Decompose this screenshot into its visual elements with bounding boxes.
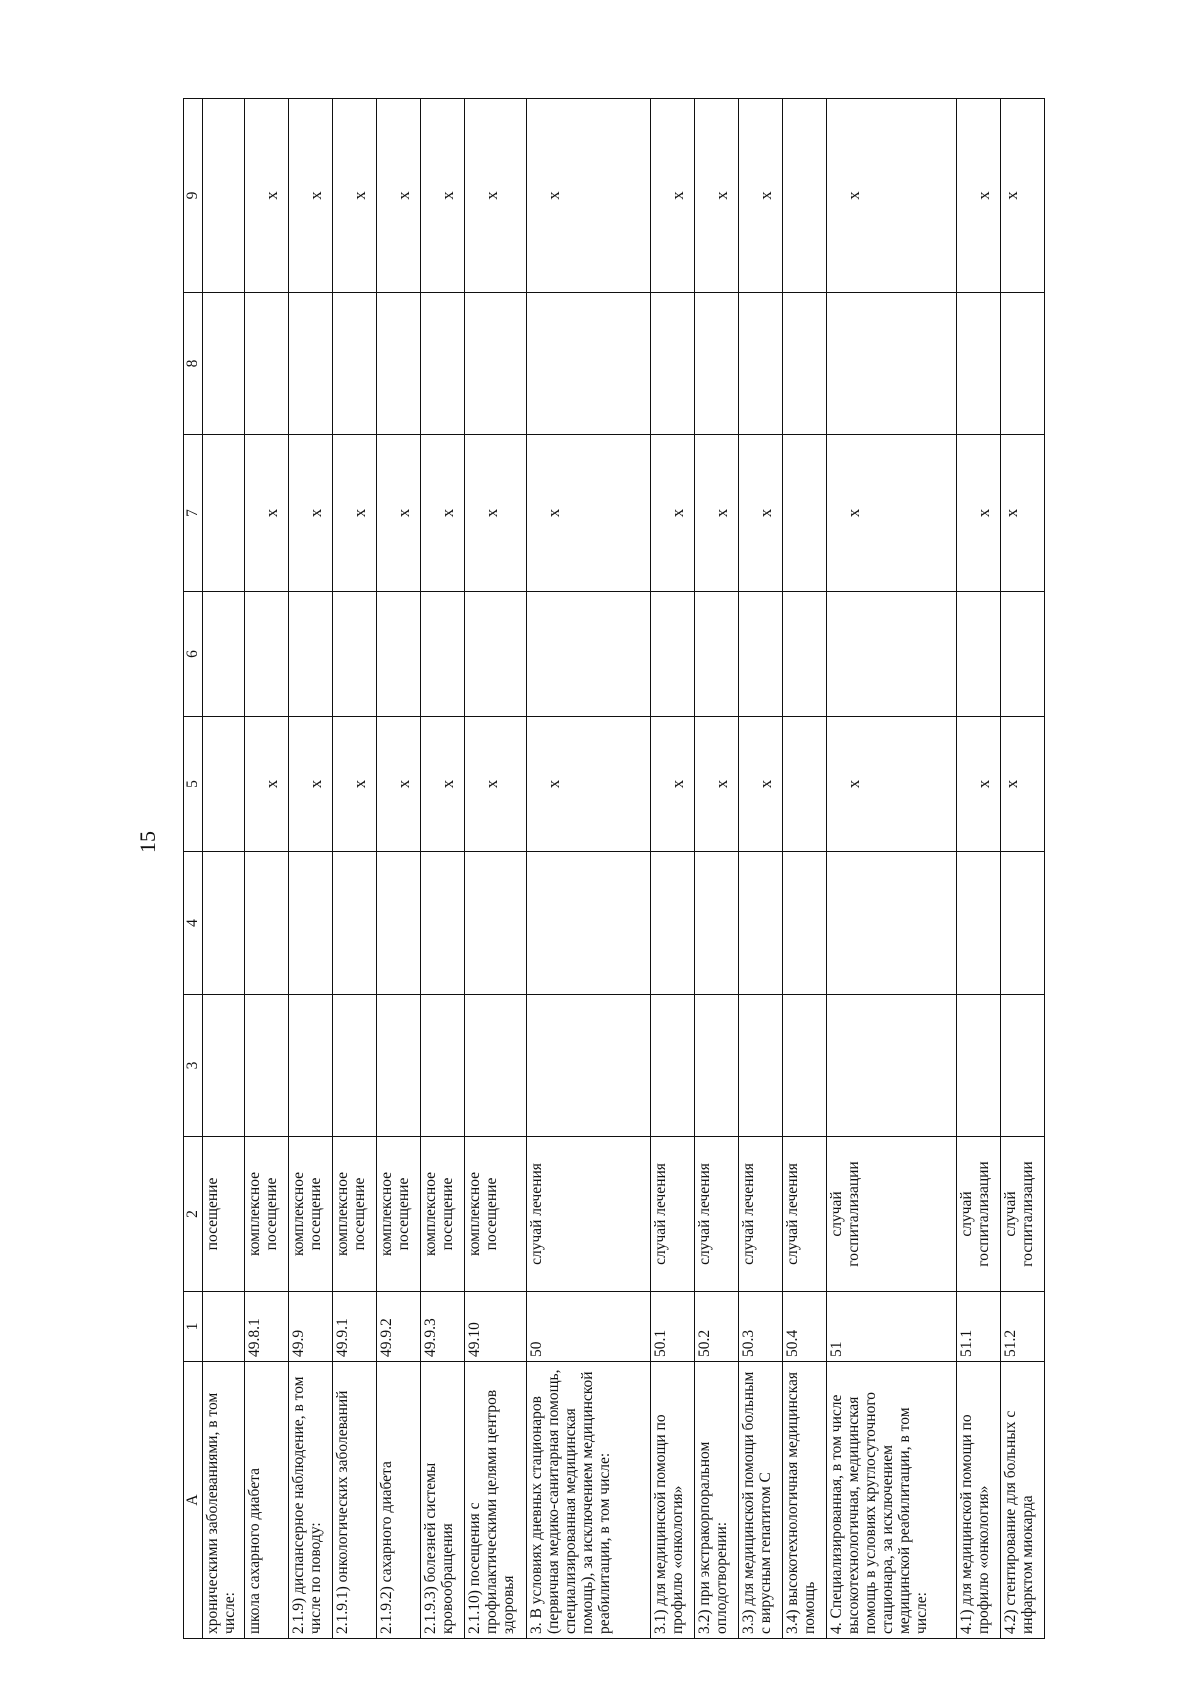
value-cell: х	[651, 717, 695, 852]
value-cell: х	[695, 435, 739, 592]
empty-cell	[333, 592, 377, 717]
value-cell	[203, 717, 245, 852]
value-cell: х	[739, 717, 783, 852]
empty-cell	[465, 293, 527, 435]
unit-cell: случай госпитализации	[957, 1137, 1001, 1292]
value-cell: х	[1001, 435, 1045, 592]
empty-cell	[465, 995, 527, 1137]
table-row	[203, 99, 245, 1639]
empty-cell	[377, 592, 421, 717]
column-header: 6	[184, 592, 203, 717]
column-header: 2	[184, 1137, 203, 1292]
row-number: 49.9.3	[421, 1292, 465, 1362]
value-cell: х	[527, 717, 651, 852]
unit-cell: случай лечения	[527, 1137, 651, 1292]
value-cell: х	[957, 435, 1001, 592]
unit-cell: случай лечения	[695, 1137, 739, 1292]
value-cell: х	[695, 99, 739, 293]
row-label: 4. Специализированная, в том числе высокотехнологичная, медицинская помощь в условиях круглосуточного стационара, за исключением медицинской реабилитации, в том числе:	[827, 1362, 957, 1639]
value-cell: х	[827, 99, 957, 293]
row-label: 4.2) стентирование для больных с инфарктом миокарда	[1001, 1362, 1045, 1639]
empty-cell	[1001, 293, 1045, 435]
row-label: 2.1.10) посещения с профилактическими целями центров здоровья	[465, 1362, 527, 1639]
unit-cell: комплексное посещение	[289, 1137, 333, 1292]
row-number: 50.2	[695, 1292, 739, 1362]
column-header: 8	[184, 293, 203, 435]
value-cell: х	[1001, 99, 1045, 293]
empty-cell	[421, 995, 465, 1137]
table-row	[1001, 99, 1045, 1639]
page-number: 15	[135, 831, 160, 853]
empty-cell	[465, 592, 527, 717]
empty-cell	[651, 995, 695, 1137]
value-cell: х	[1001, 717, 1045, 852]
table-row	[827, 99, 957, 1639]
value-cell: х	[651, 435, 695, 592]
empty-cell	[527, 293, 651, 435]
empty-cell	[695, 592, 739, 717]
empty-cell	[739, 293, 783, 435]
column-header: 3	[184, 995, 203, 1137]
row-label: 2.1.9) диспансерное наблюдение, в том числе по поводу:	[289, 1362, 333, 1639]
value-cell: х	[377, 717, 421, 852]
value-cell: х	[421, 717, 465, 852]
unit-cell: комплексное посещение	[333, 1137, 377, 1292]
row-number: 50.1	[651, 1292, 695, 1362]
column-header: 1	[184, 1292, 203, 1362]
value-cell	[783, 99, 827, 293]
value-cell: х	[333, 435, 377, 592]
empty-cell	[465, 852, 527, 995]
table-row	[783, 99, 827, 1639]
value-cell: х	[957, 99, 1001, 293]
value-cell: х	[245, 435, 289, 592]
column-header: 9	[184, 99, 203, 293]
empty-cell	[1001, 995, 1045, 1137]
unit-cell: случай госпитализации	[1001, 1137, 1045, 1292]
value-cell: х	[957, 717, 1001, 852]
unit-cell: посещение	[203, 1137, 245, 1292]
empty-cell	[827, 995, 957, 1137]
row-number: 50	[527, 1292, 651, 1362]
empty-cell	[333, 852, 377, 995]
empty-cell	[651, 852, 695, 995]
empty-cell	[957, 852, 1001, 995]
empty-cell	[245, 852, 289, 995]
empty-cell	[203, 293, 245, 435]
value-cell: х	[333, 99, 377, 293]
empty-cell	[421, 293, 465, 435]
value-cell: х	[465, 717, 527, 852]
table-row	[245, 99, 289, 1639]
empty-cell	[245, 995, 289, 1137]
rotated-table-container	[183, 99, 1083, 1639]
empty-cell	[651, 592, 695, 717]
value-cell: х	[289, 435, 333, 592]
row-label: хроническими заболеваниями, в том числе:	[203, 1362, 245, 1639]
empty-cell	[827, 293, 957, 435]
empty-cell	[377, 293, 421, 435]
table-row	[377, 99, 421, 1639]
column-header: 7	[184, 435, 203, 592]
header-row	[184, 99, 203, 1639]
table-row	[695, 99, 739, 1639]
row-label: 3.1) для медицинской помощи по профилю «онкология»	[651, 1362, 695, 1639]
empty-cell	[651, 293, 695, 435]
value-cell: х	[827, 717, 957, 852]
empty-cell	[695, 293, 739, 435]
unit-cell: комплексное посещение	[377, 1137, 421, 1292]
value-cell: х	[289, 717, 333, 852]
empty-cell	[203, 592, 245, 717]
value-cell	[783, 435, 827, 592]
table-row	[333, 99, 377, 1639]
empty-cell	[739, 592, 783, 717]
table-row	[289, 99, 333, 1639]
value-cell: х	[245, 717, 289, 852]
empty-cell	[739, 852, 783, 995]
value-cell: х	[651, 99, 695, 293]
empty-cell	[957, 293, 1001, 435]
row-label: 2.1.9.1) онкологических заболеваний	[333, 1362, 377, 1639]
table-row	[957, 99, 1001, 1639]
row-label: 3.4) высокотехнологичная медицинская помощь	[783, 1362, 827, 1639]
row-number: 49.8.1	[245, 1292, 289, 1362]
value-cell: х	[421, 435, 465, 592]
value-cell: х	[245, 99, 289, 293]
row-number: 51.2	[1001, 1292, 1045, 1362]
value-cell: х	[527, 435, 651, 592]
empty-cell	[289, 293, 333, 435]
empty-cell	[783, 852, 827, 995]
value-cell: х	[377, 99, 421, 293]
value-cell: х	[527, 99, 651, 293]
row-label: 3.3) для медицинской помощи больным с вирусным гепатитом С	[739, 1362, 783, 1639]
empty-cell	[333, 293, 377, 435]
value-cell: х	[289, 99, 333, 293]
value-cell: х	[421, 99, 465, 293]
row-label: школа сахарного диабета	[245, 1362, 289, 1639]
column-header: A	[184, 1362, 203, 1639]
empty-cell	[203, 995, 245, 1137]
empty-cell	[245, 293, 289, 435]
unit-cell: комплексное посещение	[245, 1137, 289, 1292]
value-cell: х	[465, 99, 527, 293]
empty-cell	[827, 592, 957, 717]
row-number: 49.9.1	[333, 1292, 377, 1362]
empty-cell	[289, 995, 333, 1137]
table-row	[739, 99, 783, 1639]
unit-cell: случай лечения	[651, 1137, 695, 1292]
empty-cell	[527, 995, 651, 1137]
empty-cell	[527, 592, 651, 717]
empty-cell	[245, 592, 289, 717]
empty-cell	[1001, 852, 1045, 995]
row-label: 2.1.9.3) болезней системы кровообращения	[421, 1362, 465, 1639]
table-row	[465, 99, 527, 1639]
empty-cell	[695, 852, 739, 995]
row-number	[203, 1292, 245, 1362]
value-cell: х	[739, 99, 783, 293]
empty-cell	[739, 995, 783, 1137]
row-label: 4.1) для медицинской помощи по профилю «онкология»	[957, 1362, 1001, 1639]
value-cell: х	[333, 717, 377, 852]
unit-cell: комплексное посещение	[465, 1137, 527, 1292]
unit-cell: случай госпитализации	[827, 1137, 957, 1292]
value-cell	[783, 717, 827, 852]
empty-cell	[289, 852, 333, 995]
empty-cell	[203, 852, 245, 995]
empty-cell	[289, 592, 333, 717]
empty-cell	[377, 995, 421, 1137]
column-header: 4	[184, 852, 203, 995]
empty-cell	[827, 852, 957, 995]
value-cell: х	[827, 435, 957, 592]
empty-cell	[421, 852, 465, 995]
value-cell: х	[695, 717, 739, 852]
row-number: 51	[827, 1292, 957, 1362]
empty-cell	[1001, 592, 1045, 717]
empty-cell	[783, 293, 827, 435]
empty-cell	[695, 995, 739, 1137]
empty-cell	[333, 995, 377, 1137]
row-label: 2.1.9.2) сахарного диабета	[377, 1362, 421, 1639]
row-number: 49.9	[289, 1292, 333, 1362]
empty-cell	[783, 995, 827, 1137]
unit-cell: случай лечения	[783, 1137, 827, 1292]
data-table	[183, 98, 1045, 1639]
value-cell	[203, 99, 245, 293]
value-cell: х	[739, 435, 783, 592]
row-number: 49.10	[465, 1292, 527, 1362]
empty-cell	[527, 852, 651, 995]
empty-cell	[957, 592, 1001, 717]
row-number: 50.4	[783, 1292, 827, 1362]
column-header: 5	[184, 717, 203, 852]
row-label: 3.2) при экстракорпоральном оплодотворении:	[695, 1362, 739, 1639]
empty-cell	[957, 995, 1001, 1137]
unit-cell: комплексное посещение	[421, 1137, 465, 1292]
unit-cell: случай лечения	[739, 1137, 783, 1292]
value-cell	[203, 435, 245, 592]
row-label: 3. В условиях дневных стационаров (первичная медико-санитарная помощь, специализированная медицинская помощь), за исключением медицинской реабилитации, в том числе:	[527, 1362, 651, 1639]
empty-cell	[421, 592, 465, 717]
value-cell: х	[465, 435, 527, 592]
table-row	[421, 99, 465, 1639]
table-row	[527, 99, 651, 1639]
empty-cell	[783, 592, 827, 717]
row-number: 51.1	[957, 1292, 1001, 1362]
row-number: 49.9.2	[377, 1292, 421, 1362]
table-row	[651, 99, 695, 1639]
row-number: 50.3	[739, 1292, 783, 1362]
empty-cell	[377, 852, 421, 995]
value-cell: х	[377, 435, 421, 592]
